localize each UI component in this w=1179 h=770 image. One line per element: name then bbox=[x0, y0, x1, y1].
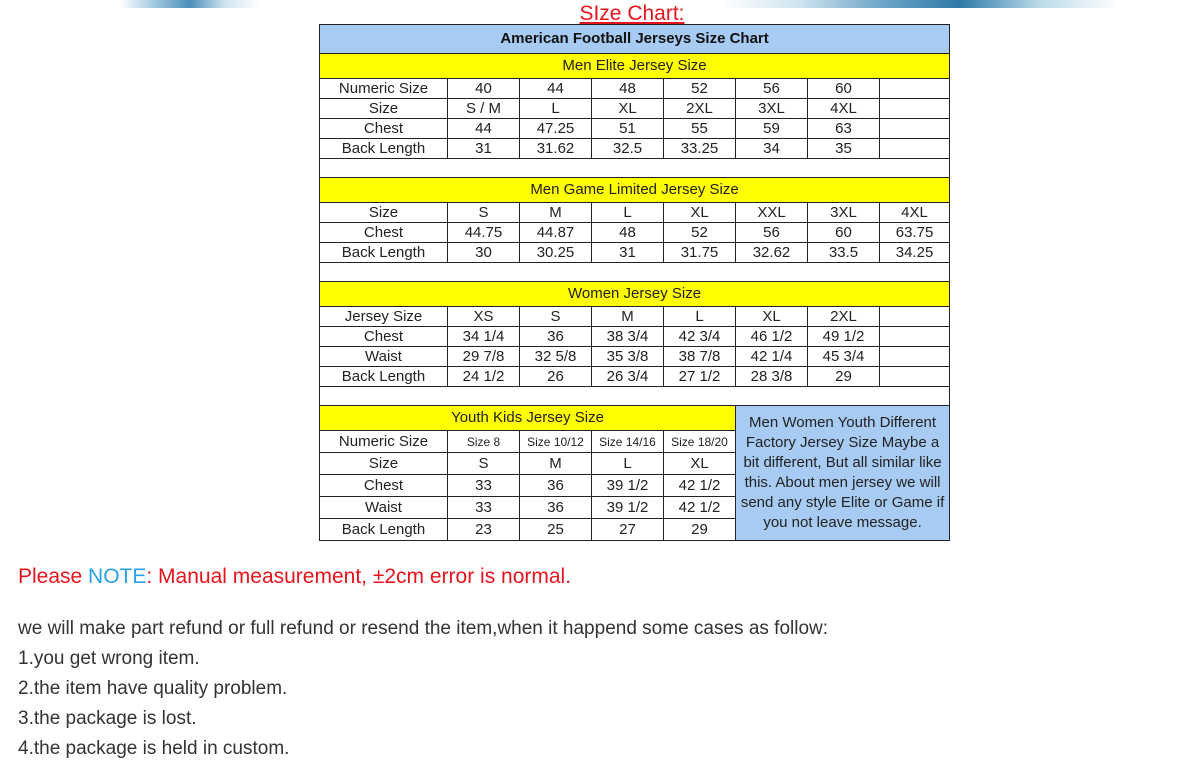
table-row bbox=[320, 203, 950, 223]
policy-item: 3.the package is lost. bbox=[18, 708, 197, 729]
table-cell: 46 1/2 bbox=[736, 327, 808, 347]
table-row bbox=[320, 367, 950, 387]
row-label: Numeric Size bbox=[320, 79, 448, 99]
table-cell: 38 7/8 bbox=[664, 347, 736, 367]
table-cell: 30 bbox=[448, 243, 520, 263]
table-cell: 27 bbox=[592, 519, 664, 541]
size-chart-title: SIze Chart: bbox=[579, 2, 685, 25]
table-cell: 48 bbox=[592, 223, 664, 243]
measurement-note: Please NOTE: Manual measurement, ±2cm error is normal. bbox=[18, 565, 572, 588]
table-cell: 38 3/4 bbox=[592, 327, 664, 347]
table-cell: L bbox=[664, 307, 736, 327]
table-row bbox=[320, 178, 950, 203]
table-cell: 52 bbox=[664, 79, 736, 99]
table-cell: Size 10/12 bbox=[520, 431, 592, 453]
table-cell: 29 bbox=[808, 367, 880, 387]
table-cell bbox=[880, 307, 950, 327]
table-cell bbox=[880, 327, 950, 347]
table-cell: 34 bbox=[736, 139, 808, 159]
table-cell: Size 8 bbox=[448, 431, 520, 453]
table-cell: S bbox=[448, 453, 520, 475]
table-cell: 32 5/8 bbox=[520, 347, 592, 367]
table-cell bbox=[880, 347, 950, 367]
table-row bbox=[320, 54, 950, 79]
table-row bbox=[320, 223, 950, 243]
table-cell: 47.25 bbox=[520, 119, 592, 139]
table-cell: 31 bbox=[448, 139, 520, 159]
table-row bbox=[320, 307, 950, 327]
table-cell: 32.5 bbox=[592, 139, 664, 159]
table-cell bbox=[880, 367, 950, 387]
table-cell bbox=[880, 99, 950, 119]
table-row bbox=[320, 99, 950, 119]
table-row bbox=[320, 327, 950, 347]
table-cell bbox=[880, 79, 950, 99]
row-label: Waist bbox=[320, 497, 448, 519]
table-cell: 3XL bbox=[736, 99, 808, 119]
table-cell: 51 bbox=[592, 119, 664, 139]
table-cell: 4XL bbox=[808, 99, 880, 119]
table-cell: XXL bbox=[736, 203, 808, 223]
table-cell: 40 bbox=[448, 79, 520, 99]
table-cell: XL bbox=[664, 453, 736, 475]
table-cell: 60 bbox=[808, 79, 880, 99]
section-header: Men Game Limited Jersey Size bbox=[320, 178, 950, 203]
table-cell: 28 3/8 bbox=[736, 367, 808, 387]
table-cell: 56 bbox=[736, 79, 808, 99]
table-cell: Size 14/16 bbox=[592, 431, 664, 453]
table-cell: 3XL bbox=[808, 203, 880, 223]
table-cell: L bbox=[592, 453, 664, 475]
table-row bbox=[320, 263, 950, 282]
table-cell: 49 1/2 bbox=[808, 327, 880, 347]
table-cell: 4XL bbox=[880, 203, 950, 223]
table-row bbox=[320, 119, 950, 139]
row-label: Chest bbox=[320, 119, 448, 139]
row-label: Chest bbox=[320, 327, 448, 347]
table-cell: M bbox=[592, 307, 664, 327]
table-cell: 36 bbox=[520, 475, 592, 497]
table-cell: XL bbox=[736, 307, 808, 327]
table-cell: 26 3/4 bbox=[592, 367, 664, 387]
table-cell: 24 1/2 bbox=[448, 367, 520, 387]
row-label: Chest bbox=[320, 475, 448, 497]
table-cell: XL bbox=[664, 203, 736, 223]
row-label: Numeric Size bbox=[320, 431, 448, 453]
table-row bbox=[320, 282, 950, 307]
policy-item: 2.the item have quality problem. bbox=[18, 678, 288, 699]
table-cell: 60 bbox=[808, 223, 880, 243]
size-chart-table bbox=[319, 24, 950, 541]
table-cell: 63 bbox=[808, 119, 880, 139]
table-cell: 42 1/4 bbox=[736, 347, 808, 367]
table-row bbox=[320, 243, 950, 263]
table-row bbox=[320, 139, 950, 159]
table-cell: 29 bbox=[664, 519, 736, 541]
section-header: Youth Kids Jersey Size bbox=[320, 406, 736, 431]
policy-item: 1.you get wrong item. bbox=[18, 648, 200, 669]
table-row bbox=[320, 387, 950, 406]
section-header: Women Jersey Size bbox=[320, 282, 950, 307]
table-cell: S bbox=[520, 307, 592, 327]
spacer-row bbox=[320, 387, 950, 406]
table-cell: M bbox=[520, 453, 592, 475]
row-label: Size bbox=[320, 99, 448, 119]
table-row bbox=[320, 79, 950, 99]
table-cell: 30.25 bbox=[520, 243, 592, 263]
table-cell: 27 1/2 bbox=[664, 367, 736, 387]
table-cell: XL bbox=[592, 99, 664, 119]
table-cell: 31 bbox=[592, 243, 664, 263]
table-cell: 33.5 bbox=[808, 243, 880, 263]
row-label: Size bbox=[320, 203, 448, 223]
table-cell: 44 bbox=[448, 119, 520, 139]
table-cell bbox=[880, 139, 950, 159]
table-cell: 36 bbox=[520, 327, 592, 347]
table-cell: Size 18/20 bbox=[664, 431, 736, 453]
table-cell: M bbox=[520, 203, 592, 223]
table-cell: 35 3/8 bbox=[592, 347, 664, 367]
table-cell: XS bbox=[448, 307, 520, 327]
table-cell: 25 bbox=[520, 519, 592, 541]
factory-size-note: Men Women Youth Different Factory Jersey Size Maybe a bit different, But all similar like this. About men jersey we will send any style Elite or Game if you not leave message. bbox=[736, 406, 950, 541]
table-cell: 34.25 bbox=[880, 243, 950, 263]
row-label: Back Length bbox=[320, 519, 448, 541]
table-cell: L bbox=[592, 203, 664, 223]
table-cell: 39 1/2 bbox=[592, 475, 664, 497]
table-cell: 59 bbox=[736, 119, 808, 139]
table-row bbox=[320, 347, 950, 367]
table-cell: 39 1/2 bbox=[592, 497, 664, 519]
spacer-row bbox=[320, 159, 950, 178]
spacer-row bbox=[320, 263, 950, 282]
table-cell: 44.75 bbox=[448, 223, 520, 243]
table-cell: 45 3/4 bbox=[808, 347, 880, 367]
table-title: American Football Jerseys Size Chart bbox=[320, 25, 950, 54]
table-cell: 63.75 bbox=[880, 223, 950, 243]
table-cell: 32.62 bbox=[736, 243, 808, 263]
table-cell: 48 bbox=[592, 79, 664, 99]
table-cell: 44 bbox=[520, 79, 592, 99]
table-cell: 42 1/2 bbox=[664, 497, 736, 519]
table-row bbox=[320, 159, 950, 178]
row-label: Waist bbox=[320, 347, 448, 367]
row-label: Size bbox=[320, 453, 448, 475]
table-cell: 42 3/4 bbox=[664, 327, 736, 347]
policy-intro: we will make part refund or full refund or resend the item,when it happend some cases as follow: bbox=[18, 618, 829, 639]
table-cell: 29 7/8 bbox=[448, 347, 520, 367]
table-cell bbox=[880, 119, 950, 139]
table-cell: 26 bbox=[520, 367, 592, 387]
table-cell: 31.62 bbox=[520, 139, 592, 159]
policy-item: 4.the package is held in custom. bbox=[18, 738, 290, 759]
row-label: Jersey Size bbox=[320, 307, 448, 327]
table-row bbox=[320, 25, 950, 54]
table-cell: 33.25 bbox=[664, 139, 736, 159]
row-label: Back Length bbox=[320, 243, 448, 263]
table-cell: 23 bbox=[448, 519, 520, 541]
table-cell: 56 bbox=[736, 223, 808, 243]
table-row bbox=[320, 406, 950, 431]
table-cell: 33 bbox=[448, 475, 520, 497]
table-cell: 2XL bbox=[664, 99, 736, 119]
table-cell: 52 bbox=[664, 223, 736, 243]
row-label: Back Length bbox=[320, 139, 448, 159]
table-cell: S bbox=[448, 203, 520, 223]
table-cell: 42 1/2 bbox=[664, 475, 736, 497]
table-cell: 36 bbox=[520, 497, 592, 519]
table-cell: 55 bbox=[664, 119, 736, 139]
row-label: Chest bbox=[320, 223, 448, 243]
table-cell: 34 1/4 bbox=[448, 327, 520, 347]
section-header: Men Elite Jersey Size bbox=[320, 54, 950, 79]
table-cell: L bbox=[520, 99, 592, 119]
table-cell: 35 bbox=[808, 139, 880, 159]
table-cell: S / M bbox=[448, 99, 520, 119]
table-cell: 2XL bbox=[808, 307, 880, 327]
table-cell: 31.75 bbox=[664, 243, 736, 263]
table-cell: 44.87 bbox=[520, 223, 592, 243]
row-label: Back Length bbox=[320, 367, 448, 387]
table-cell: 33 bbox=[448, 497, 520, 519]
